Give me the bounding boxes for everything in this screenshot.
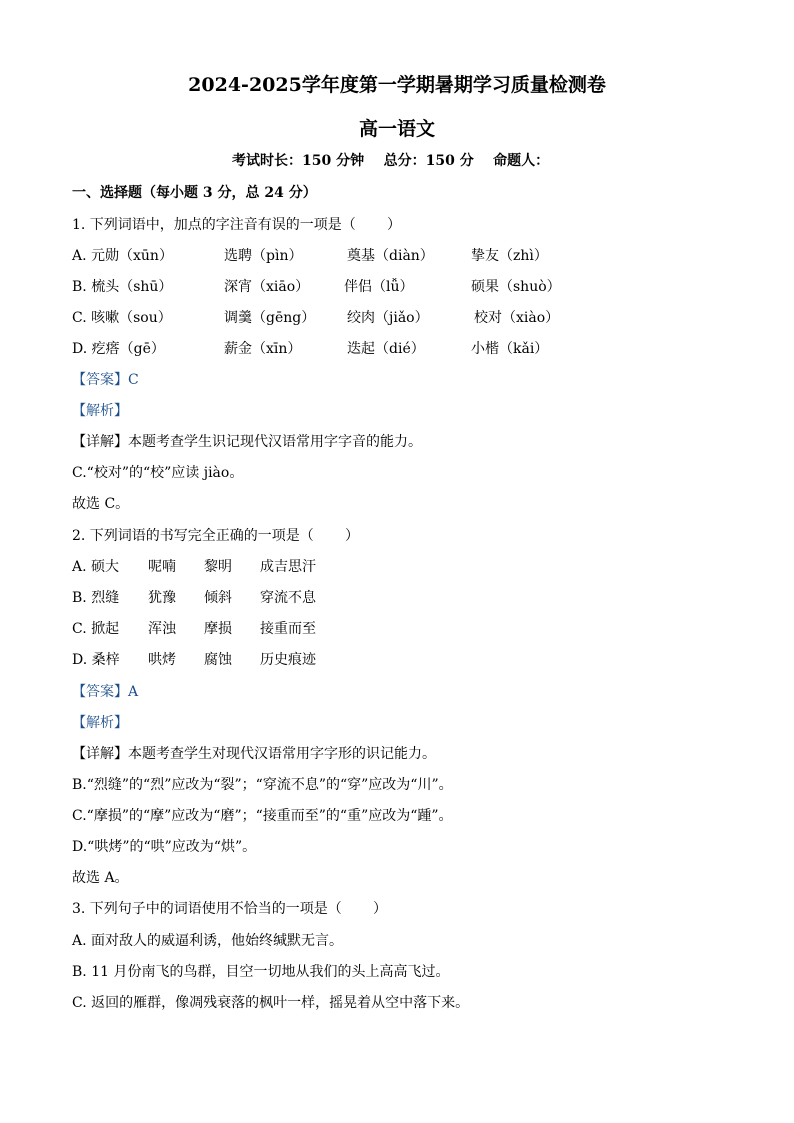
question-1-stem: 1. 下列词语中，加点的字注音有误的一项是（ ）	[72, 217, 401, 233]
q2-option-a-4: 成吉思汗	[260, 559, 316, 575]
q1-option-c-1: C. 咳嗽（sou）	[72, 310, 172, 326]
q2-option-d-4: 历史痕迹	[260, 652, 316, 668]
q1-option-d-3: 迭起（dié）	[347, 341, 425, 357]
section-heading: 一、选择题（每小题 3 分，总 24 分）	[72, 185, 317, 201]
exam-info: 考试时长：150 分钟 总分：150 分 命题人：	[232, 153, 550, 169]
q2-option-b-3: 倾斜	[204, 590, 232, 606]
q2-option-b-2: 犹豫	[148, 590, 176, 606]
q1-conclusion: 故选 C。	[72, 496, 130, 512]
q2-option-a-1: A. 硕大	[72, 559, 120, 575]
q2-option-c-1: C. 掀起	[72, 621, 120, 637]
exam-subject: 高一语文	[358, 118, 435, 140]
q2-option-a-3: 黎明	[204, 559, 232, 575]
q2-option-a-2: 呢喃	[148, 559, 176, 575]
q2-option-d-1: D. 桑梓	[72, 652, 120, 668]
q1-explanation: C.“校对”的“校”应读 jiào。	[72, 465, 244, 481]
q2-option-c-3: 摩损	[204, 621, 232, 637]
exam-title: 2024-2025学年度第一学期暑期学习质量检测卷	[188, 74, 606, 96]
q1-option-a-4: 挚友（zhì）	[471, 248, 548, 264]
q2-explanation-b: B.“烈缝”的“烈”应改为“裂”；“穿流不息”的“穿”应改为“川”。	[72, 777, 453, 793]
q2-answer: 【答案】A	[72, 684, 139, 700]
q2-option-b-1: B. 烈缝	[72, 590, 120, 606]
q1-option-a-1: A. 元勋（xūn）	[72, 248, 173, 264]
q1-option-b-3: 伴侣（lǚ）	[344, 279, 414, 295]
q3-option-c: C. 返回的雁群，像凋残衰落的枫叶一样，摇晃着从空中落下来。	[72, 995, 470, 1011]
q1-option-a-3: 奠基（diàn）	[347, 248, 434, 264]
q1-option-b-4: 硕果（shuò）	[471, 279, 561, 295]
q1-option-a-2: 选聘（pìn）	[224, 248, 303, 264]
q1-option-c-4: 校对（xiào）	[474, 310, 560, 326]
q2-detail: 【详解】本题考查学生对现代汉语常用字字形的识记能力。	[72, 746, 436, 762]
q1-option-c-2: 调羹（gēng）	[224, 310, 316, 326]
q1-answer: 【答案】C	[72, 372, 139, 388]
q1-option-b-2: 深宵（xiāo）	[224, 279, 310, 295]
q1-option-c-3: 绞肉（jiǎo）	[347, 310, 429, 326]
q3-option-a: A. 面对敌人的威逼利诱，他始终缄默无言。	[72, 933, 344, 949]
q1-option-d-4: 小楷（kǎi）	[471, 341, 549, 357]
q2-option-b-4: 穿流不息	[260, 590, 316, 606]
q2-option-d-2: 哄烤	[148, 652, 176, 668]
q2-option-c-4: 接重而至	[260, 621, 316, 637]
q1-detail: 【详解】本题考查学生识记现代汉语常用字字音的能力。	[72, 434, 422, 450]
q1-analysis-label: 【解析】	[72, 403, 128, 419]
q1-option-b-1: B. 梳头（shū）	[72, 279, 173, 295]
question-3-stem: 3. 下列句子中的词语使用不恰当的一项是（ ）	[72, 901, 387, 917]
q2-explanation-c: C.“摩损”的“摩”应改为“磨”；“接重而至”的“重”应改为“踵”。	[72, 808, 453, 824]
question-2-stem: 2. 下列词语的书写完全正确的一项是（ ）	[72, 528, 359, 544]
q2-option-c-2: 浑浊	[148, 621, 176, 637]
q2-explanation-d: D.“哄烤”的“哄”应改为“烘”。	[72, 839, 257, 855]
q2-conclusion: 故选 A。	[72, 870, 129, 886]
q2-option-d-3: 腐蚀	[204, 652, 232, 668]
q3-option-b: B. 11 月份南飞的鸟群，目空一切地从我们的头上高高飞过。	[72, 964, 450, 980]
q1-option-d-2: 薪金（xīn）	[224, 341, 302, 357]
q2-analysis-label: 【解析】	[72, 715, 128, 731]
q1-option-d-1: D. 疙瘩（gē）	[72, 341, 165, 357]
